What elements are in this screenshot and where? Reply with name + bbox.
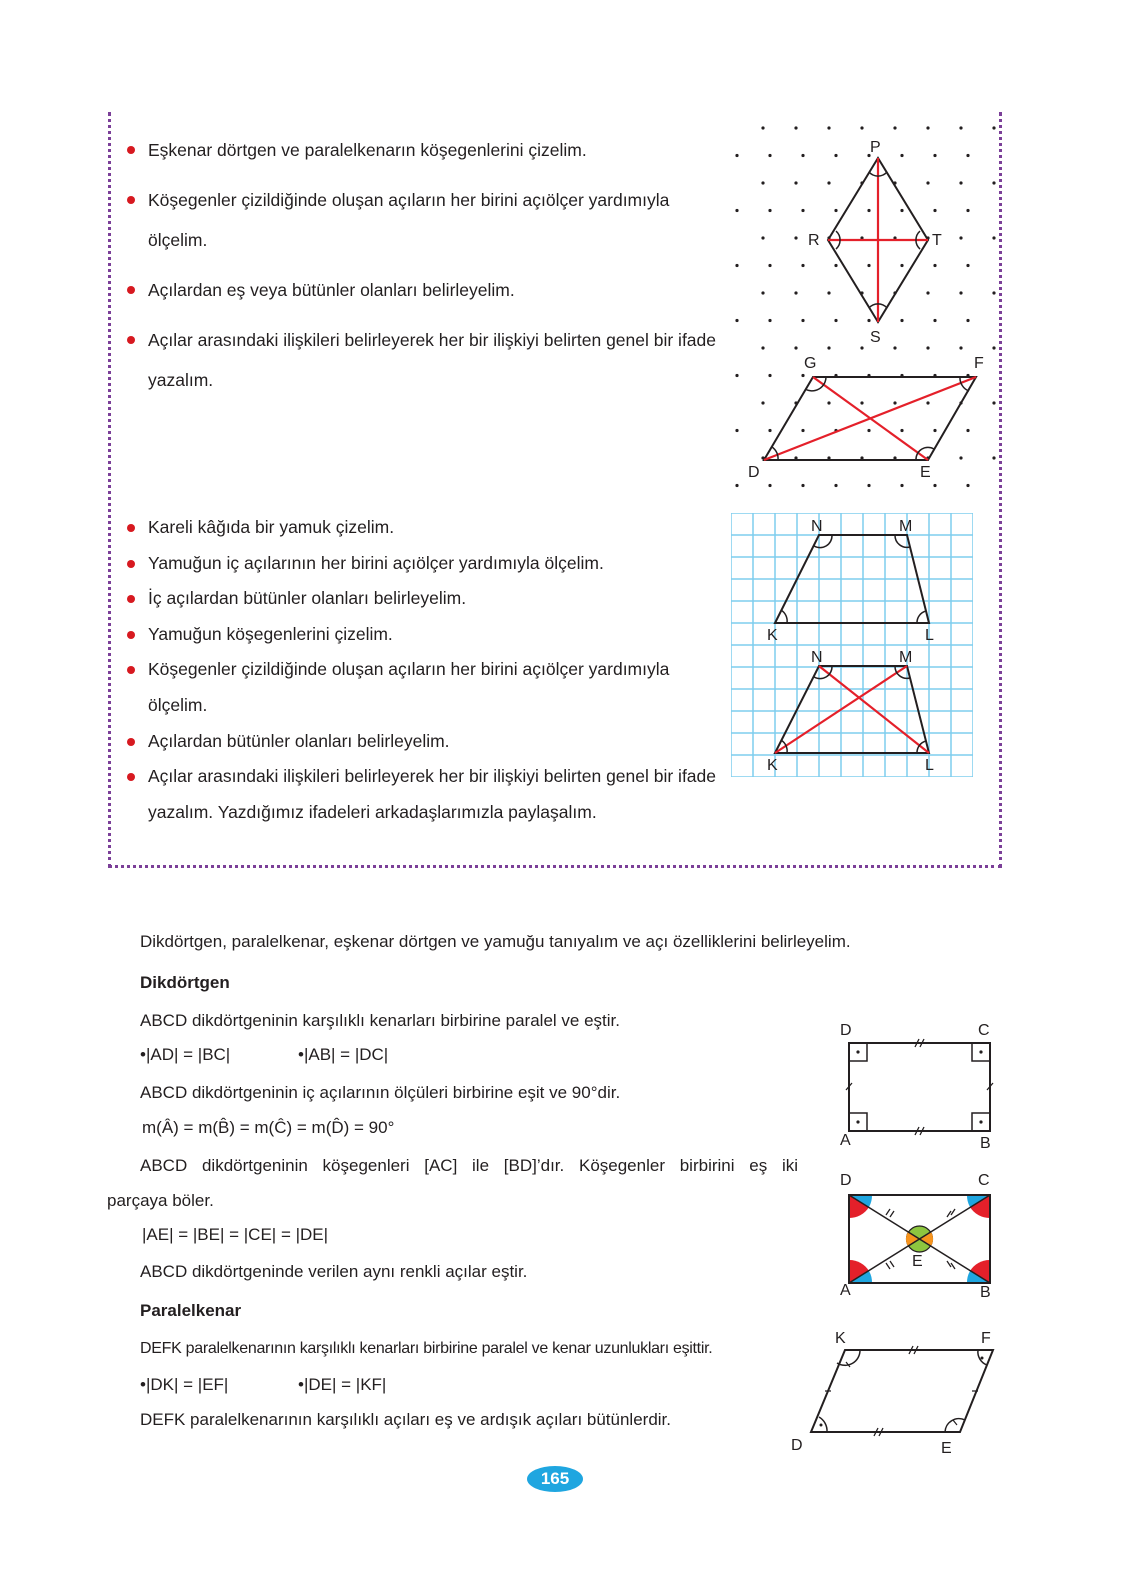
label-s: S	[870, 329, 881, 346]
label-a: A	[840, 1282, 851, 1299]
rectangle-text-1: ABCD dikdörtgeninin karşılıklı kenarları birbirine paralel ve eştir.	[140, 1011, 620, 1030]
label-e: E	[920, 464, 931, 481]
list-item: Kareli kâğıda bir yamuk çizelim.	[120, 510, 780, 546]
list-item: Açılardan bütünler olanları belirleyelim.	[120, 724, 780, 760]
rectangle-eq-1a: •|AD| = |BC|	[140, 1045, 231, 1064]
trapezoid-grid-figure	[731, 513, 973, 777]
label-f: F	[981, 1330, 991, 1347]
rectangle-figure-2	[830, 1165, 1000, 1300]
rectangle-eq-2: m(Â) = m(B̂) = m(Ĉ) = m(D̂) = 90°	[142, 1118, 395, 1137]
label-p: P	[870, 139, 881, 156]
list-item: İç açılardan bütünler olanları belirleyelim.	[120, 581, 780, 617]
label-a: A	[840, 1132, 851, 1149]
list-item: Köşegenler çizildiğinde oluşan açıların her birini açıölçer yardımıyla ölçelim.	[120, 652, 708, 723]
rectangle-text-3b: parçaya böler.	[107, 1191, 214, 1210]
label-d: D	[840, 1172, 852, 1189]
rectangle-text-3a: ABCD dikdörtgeninin köşegenleri [AC] ile [BD]’dır. Köşegenler birbirini eş iki	[140, 1156, 798, 1175]
list-item: Açılar arasındaki ilişkileri belirleyerek her bir ilişkiyi belirten genel bir ifade yazalım.	[120, 320, 720, 400]
label-n: N	[811, 518, 823, 535]
label-c: C	[978, 1022, 990, 1039]
label-c: C	[978, 1172, 990, 1189]
label-b: B	[980, 1284, 991, 1300]
label-g: G	[804, 355, 817, 372]
parallelogram-figure	[785, 1325, 1005, 1455]
list-item: Eşkenar dörtgen ve paralelkenarın köşegenlerini çizelim.	[120, 130, 720, 170]
list-item: Yamuğun iç açılarının her birini açıölçer yardımıyla ölçelim.	[120, 546, 780, 582]
rectangle-figure-1	[830, 1015, 1000, 1150]
rectangle-eq-3: |AE| = |BE| = |CE| = |DE|	[142, 1225, 329, 1244]
parallelogram-eq-1b: •|DE| = |KF|	[298, 1375, 387, 1394]
label-k: K	[835, 1330, 846, 1347]
list-item: Açılar arasındaki ilişkileri belirleyerek her bir ilişkiyi belirten genel bir ifade yazalım. Yazdığımız ifadeleri arkadaşlarımızla paylaşalım.	[120, 759, 768, 830]
rectangle-heading: Dikdörtgen	[140, 973, 230, 992]
label-m: M	[899, 649, 913, 666]
parallelogram-text-2: DEFK paralelkenarının karşılıklı açıları eş ve ardışık açıları bütünlerdir.	[140, 1410, 672, 1429]
label-e: E	[912, 1253, 923, 1270]
label-l: L	[925, 757, 934, 774]
activity-list-2	[120, 510, 780, 830]
label-k: K	[767, 627, 778, 644]
activity-list-1	[120, 130, 720, 410]
list-item: Köşegenler çizildiğinde oluşan açıların her birini açıölçer yardımıyla ölçelim.	[120, 180, 720, 260]
label-m: M	[899, 518, 913, 535]
rectangle-eq-1b: •|AB| = |DC|	[298, 1045, 389, 1064]
rectangle-text-4: ABCD dikdörtgeninde verilen aynı renkli açılar eştir.	[140, 1262, 528, 1281]
parallelogram-heading: Paralelkenar	[140, 1301, 242, 1320]
intro-text: Dikdörtgen, paralelkenar, eşkenar dörtgen ve yamuğu tanıyalım ve açı özelliklerini belirleyelim.	[140, 932, 851, 951]
label-f: F	[974, 355, 984, 372]
label-r: R	[808, 232, 820, 249]
label-b: B	[980, 1135, 991, 1150]
label-e: E	[941, 1440, 952, 1455]
parallelogram-eq-1a: •|DK| = |EF|	[140, 1375, 229, 1394]
label-l: L	[925, 627, 934, 644]
label-t: T	[932, 232, 942, 249]
label-d: D	[748, 464, 760, 481]
rectangle-text-2: ABCD dikdörtgeninin iç açılarının ölçüleri birbirine eşit ve 90°dir.	[140, 1083, 621, 1102]
rhombus-parallelogram-figure	[720, 110, 1010, 490]
list-item: Yamuğun köşegenlerini çizelim.	[120, 617, 780, 653]
dot-grid	[735, 126, 995, 487]
label-d: D	[791, 1437, 803, 1454]
parallelogram-text-1: DEFK paralelkenarının karşılıklı kenarları birbirine paralel ve kenar uzunlukları eşittir.	[140, 1340, 713, 1357]
label-d: D	[840, 1022, 852, 1039]
label-k: K	[767, 757, 778, 774]
page-number: 165	[527, 1466, 583, 1492]
list-item: Açılardan eş veya bütünler olanları belirleyelim.	[120, 270, 720, 310]
label-n: N	[811, 649, 823, 666]
